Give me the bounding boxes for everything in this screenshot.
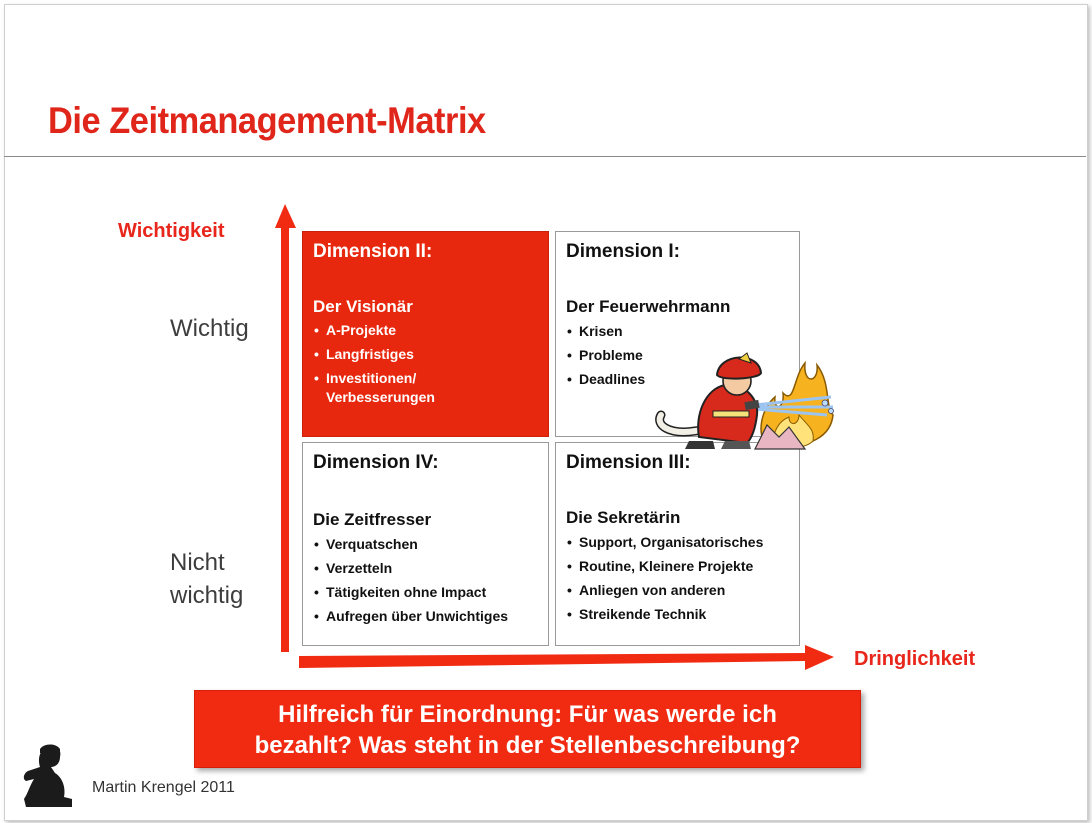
list-item: • Krisen (566, 319, 789, 343)
banner-line-2: bezahlt? Was steht in der Stellenbeschreibung? (254, 732, 801, 759)
quadrant-heading: Dimension II: (313, 241, 433, 262)
quadrant-subheading: Die Sekretärin (566, 508, 681, 527)
slide-title: Die Zeitmanagement-Matrix (48, 100, 486, 141)
y-axis-shaft (281, 224, 289, 652)
list-item: • Probleme (566, 343, 789, 367)
list-item: • Routine, Kleinere Projekte (566, 554, 789, 578)
quadrant-dimension-iii (555, 442, 800, 646)
list-item: • Deadlines (566, 367, 789, 391)
list-item: • A-Projekte (313, 319, 538, 343)
list-item: • Verzetteln (313, 556, 538, 580)
quadrant-subheading: Der Visionär (313, 297, 413, 316)
list-item: • Support, Organisatorisches (566, 530, 789, 554)
firefighter-clipart-icon (655, 345, 840, 455)
list-item: • Langfristiges (313, 343, 538, 367)
list-item: • Verquatschen (313, 532, 538, 556)
quadrant-heading: Dimension IV: (313, 452, 439, 473)
list-item: • Aufregen über Unwichtiges (313, 604, 538, 628)
quadrant-list (313, 319, 538, 410)
quadrant-subheading: Die Zeitfresser (313, 510, 432, 529)
quadrant-heading: Dimension I: (566, 241, 681, 262)
quadrant-dimension-ii (302, 231, 549, 437)
quadrant-list (313, 532, 538, 628)
info-banner (194, 690, 861, 768)
thinker-silhouette-icon (20, 743, 74, 809)
row-label-important: Wichtig (170, 315, 249, 342)
quadrant-subheading: Der Feuerwehrmann (566, 297, 731, 316)
quadrant-heading: Dimension III: (566, 452, 691, 473)
x-axis-arrowhead (805, 645, 834, 670)
axis-label-importance: Wichtigkeit (118, 220, 225, 242)
row-label-unimportant: Nicht wichtig (170, 549, 244, 609)
list-item: • Streikende Technik (566, 602, 789, 626)
banner-line-1: Hilfreich für Einordnung: Für was werde ich (278, 701, 777, 728)
list-item: • Tätigkeiten ohne Impact (313, 580, 538, 604)
quadrant-list (566, 530, 789, 626)
axis-label-urgency: Dringlichkeit (854, 648, 976, 670)
author-credit: Martin Krengel 2011 (92, 779, 235, 796)
list-item: • Anliegen von anderen (566, 578, 789, 602)
x-axis-shaft (299, 653, 805, 668)
y-axis-arrowhead (275, 204, 296, 228)
quadrant-dimension-iv (302, 442, 549, 646)
list-item: • Investitionen/ Verbesserungen (313, 367, 466, 410)
